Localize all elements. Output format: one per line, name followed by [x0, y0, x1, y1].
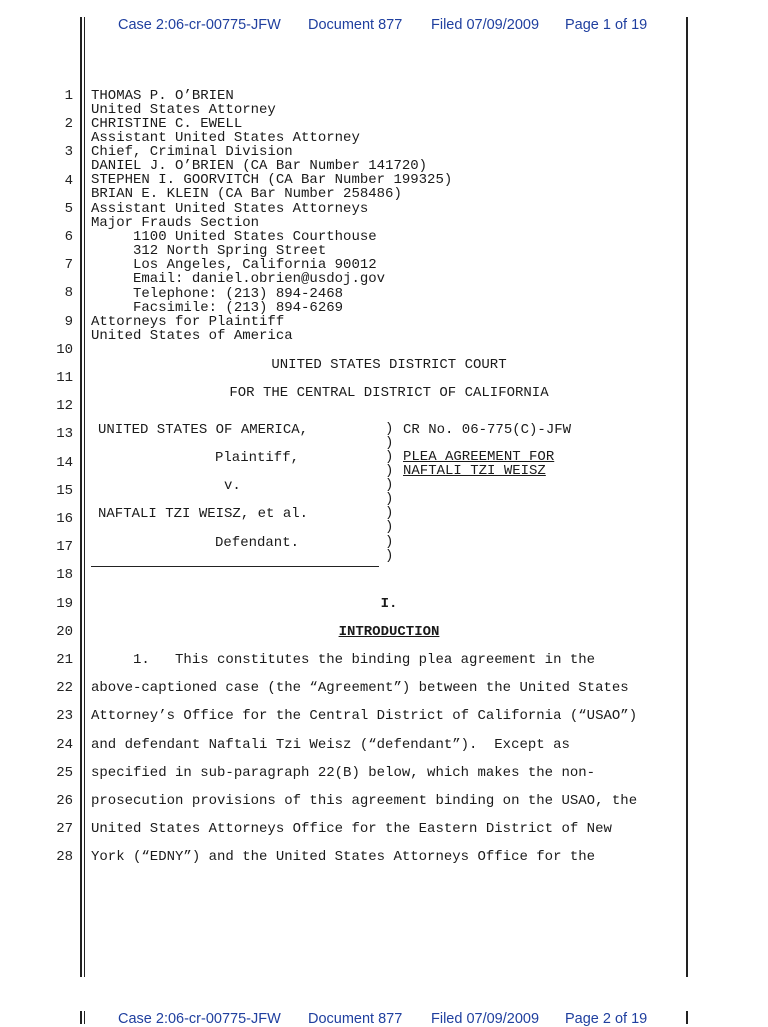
filed-date: Filed 07/09/2009 [431, 1011, 540, 1027]
line-number: 28 [56, 849, 73, 865]
right-margin-rule [686, 17, 688, 977]
case-number: Case 2:06-cr-00775-JFW [118, 1011, 281, 1027]
line-number: 2 [64, 116, 73, 132]
body-line: York (“EDNY”) and the United States Attorneys Office for the [91, 849, 596, 865]
line-number: 6 [64, 229, 73, 245]
line-number: 5 [64, 201, 73, 217]
line-number: 17 [56, 539, 73, 555]
court-name: UNITED STATES DISTRICT COURT [271, 357, 507, 373]
defendant-role: Defendant. [215, 535, 300, 551]
attorney-line: BRIAN E. KLEIN (CA Bar Number 258486) [91, 186, 402, 202]
line-number: 8 [64, 285, 73, 301]
document-title-line1: PLEA AGREEMENT FOR [403, 449, 555, 465]
attorney-line: United States of America [91, 328, 293, 344]
plaintiff-name: UNITED STATES OF AMERICA, [98, 422, 309, 438]
document-number: Document 877 [308, 17, 403, 33]
line-number: 21 [56, 652, 73, 668]
line-number: 11 [56, 370, 73, 386]
attorney-line: Assistant United States Attorneys [91, 201, 369, 217]
line-number: 27 [56, 821, 73, 837]
line-number: 7 [64, 257, 73, 273]
line-number: 14 [56, 455, 73, 471]
attorney-line: Telephone: (213) 894-2468 [91, 286, 344, 302]
attorney-line: THOMAS P. O’BRIEN [91, 88, 234, 104]
plaintiff-role: Plaintiff, [215, 450, 300, 466]
line-number: 1 [64, 88, 73, 104]
body-line: United States Attorneys Office for the Eastern District of New [91, 821, 612, 837]
line-number: 20 [56, 624, 73, 640]
attorney-line: CHRISTINE C. EWELL [91, 116, 243, 132]
line-number: 9 [64, 314, 73, 330]
body-line: 1. This constitutes the binding plea agreement in the [91, 652, 596, 668]
line-number: 15 [56, 483, 73, 499]
body-line: above-captioned case (the “Agreement”) between the United States [91, 680, 629, 696]
section-number: I. [380, 596, 398, 612]
body-line: and defendant Naftali Tzi Weisz (“defendant”). Except as [91, 737, 570, 753]
line-number: 10 [56, 342, 73, 358]
attorney-line: Attorneys for Plaintiff [91, 314, 285, 330]
line-number: 16 [56, 511, 73, 527]
line-number: 18 [56, 567, 73, 583]
attorney-line: STEPHEN I. GOORVITCH (CA Bar Number 199325) [91, 172, 453, 188]
attorney-line: Email: daniel.obrien@usdoj.gov [91, 271, 386, 287]
page-count: Page 2 of 19 [565, 1011, 648, 1027]
document-title-line2: NAFTALI TZI WEISZ [403, 463, 546, 479]
line-number: 3 [64, 144, 73, 160]
next-page-right-rule [686, 1011, 688, 1024]
court-district: FOR THE CENTRAL DISTRICT OF CALIFORNIA [229, 385, 549, 401]
next-page-left-rule-inner [84, 1011, 85, 1024]
line-number: 19 [56, 596, 73, 612]
line-number: 4 [64, 173, 73, 189]
attorney-line: 312 North Spring Street [91, 243, 327, 259]
attorney-line: Assistant United States Attorney [91, 130, 360, 146]
attorney-line: United States Attorney [91, 102, 276, 118]
page-count: Page 1 of 19 [565, 17, 648, 33]
attorney-line: Chief, Criminal Division [91, 144, 293, 160]
case-number: Case 2:06-cr-00775-JFW [118, 17, 281, 33]
filed-date: Filed 07/09/2009 [431, 17, 540, 33]
body-line: Attorney’s Office for the Central District of California (“USAO”) [91, 708, 638, 724]
line-number: 23 [56, 708, 73, 724]
line-number: 26 [56, 793, 73, 809]
line-number: 25 [56, 765, 73, 781]
left-margin-rule-inner [84, 17, 85, 977]
left-margin-rule-outer [80, 17, 82, 977]
attorney-line: Facsimile: (213) 894-6269 [91, 300, 344, 316]
line-number: 12 [56, 398, 73, 414]
attorney-line: Major Frauds Section [91, 215, 260, 231]
caption-underline [91, 566, 379, 567]
attorney-line: DANIEL J. O’BRIEN (CA Bar Number 141720) [91, 158, 428, 174]
versus: v. [224, 478, 241, 494]
defendant-name: NAFTALI TZI WEISZ, et al. [98, 506, 309, 522]
line-number: 13 [56, 426, 73, 442]
body-line: prosecution provisions of this agreement binding on the USAO, the [91, 793, 638, 809]
line-number: 24 [56, 737, 73, 753]
attorney-line: 1100 United States Courthouse [91, 229, 377, 245]
case-number-caption: CR No. 06-775(C)-JFW [403, 422, 572, 438]
document-number: Document 877 [308, 1011, 403, 1027]
section-title: INTRODUCTION [338, 624, 440, 640]
attorney-line: Los Angeles, California 90012 [91, 257, 377, 273]
next-page-left-rule-outer [80, 1011, 82, 1024]
body-line: specified in sub-paragraph 22(B) below, which makes the non- [91, 765, 596, 781]
line-number: 22 [56, 680, 73, 696]
